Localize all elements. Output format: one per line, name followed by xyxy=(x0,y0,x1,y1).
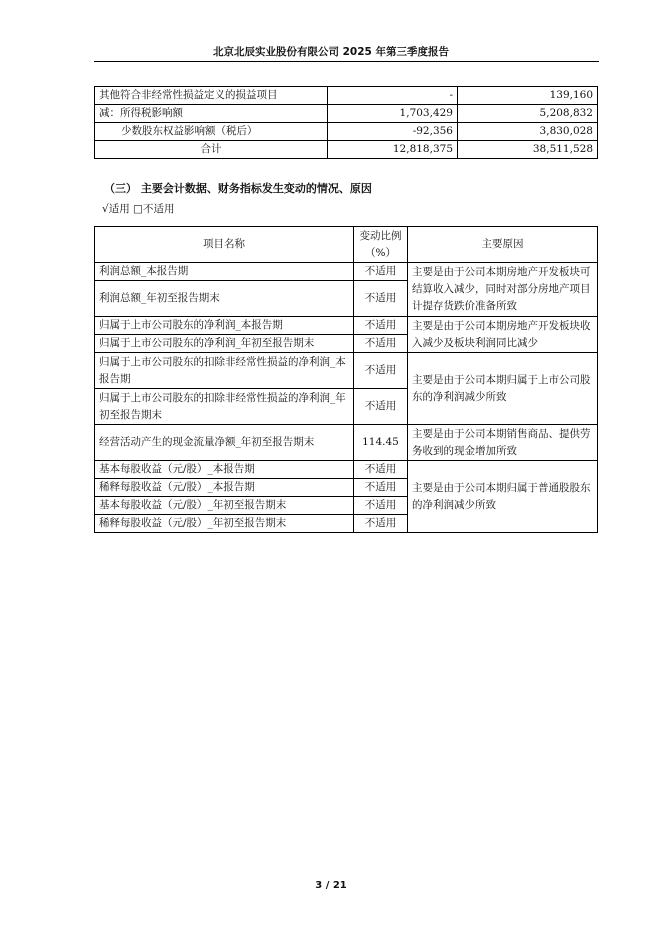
table-row xyxy=(95,263,598,281)
table-row xyxy=(95,87,598,105)
reason: 主要是由于公司本期房地产开发板块可结算收入减少，同时对部分房地产项目计提存货跌价准备所致 xyxy=(408,263,598,317)
change-ratio: 不适用 xyxy=(354,317,408,335)
change-ratio: 不适用 xyxy=(354,335,408,353)
item-name: 利润总额_年初至报告期末 xyxy=(95,281,354,317)
header-reason: 主要原因 xyxy=(408,227,598,263)
indicator-changes-table xyxy=(94,226,598,533)
not-applicable-mark: □不适用 xyxy=(133,203,175,215)
change-ratio: 不适用 xyxy=(354,389,408,425)
item-name: 基本每股收益（元/股）_本报告期 xyxy=(95,461,354,479)
current-period-value: -92,356 xyxy=(328,123,458,141)
table-row xyxy=(95,425,598,461)
item-name: 归属于上市公司股东的扣除非经常性损益的净利润_年初至报告期末 xyxy=(95,389,354,425)
change-ratio: 不适用 xyxy=(354,263,408,281)
change-ratio: 114.45 xyxy=(354,425,408,461)
current-period-value: 1,703,429 xyxy=(328,105,458,123)
change-ratio: 不适用 xyxy=(354,353,408,389)
row-label: 合计 xyxy=(95,141,328,159)
row-label: 少数股东权益影响额（税后） xyxy=(95,123,328,141)
reason: 主要是由于公司本期销售商品、提供劳务收到的现金增加所致 xyxy=(408,425,598,461)
ytd-value: 139,160 xyxy=(458,87,598,105)
page-number: 3 / 21 xyxy=(315,880,347,891)
header-divider xyxy=(94,61,599,62)
current-period-value: - xyxy=(328,87,458,105)
applicable-mark: √适用 xyxy=(102,203,130,215)
item-name: 利润总额_本报告期 xyxy=(95,263,354,281)
item-name: 经营活动产生的现金流量净额_年初至报告期末 xyxy=(95,425,354,461)
table-row xyxy=(95,317,598,335)
applicability-line xyxy=(102,201,174,216)
item-name: 归属于上市公司股东的扣除非经常性损益的净利润_本报告期 xyxy=(95,353,354,389)
item-name: 归属于上市公司股东的净利润_年初至报告期末 xyxy=(95,335,354,353)
row-label: 其他符合非经常性损益定义的损益项目 xyxy=(95,87,328,105)
change-ratio: 不适用 xyxy=(354,497,408,515)
reason: 主要是由于公司本期房地产开发板块收入减少及板块利润同比减少 xyxy=(408,317,598,353)
current-period-value: 12,818,375 xyxy=(328,141,458,159)
reason: 主要是由于公司本期归属于普通股股东的净利润减少所致 xyxy=(408,461,598,533)
header-item: 项目名称 xyxy=(95,227,354,263)
table-row xyxy=(95,461,598,479)
change-ratio: 不适用 xyxy=(354,479,408,497)
section-title: （三） 主要会计数据、财务指标发生变动的情况、原因 xyxy=(104,182,372,195)
row-label: 减：所得税影响额 xyxy=(95,105,328,123)
item-name: 归属于上市公司股东的净利润_本报告期 xyxy=(95,317,354,335)
reason: 主要是由于公司本期归属于上市公司股东的净利润减少所致 xyxy=(408,353,598,425)
table-row xyxy=(95,353,598,389)
change-ratio: 不适用 xyxy=(354,461,408,479)
ytd-value: 5,208,832 xyxy=(458,105,598,123)
item-name: 基本每股收益（元/股）_年初至报告期末 xyxy=(95,497,354,515)
item-name: 稀释每股收益（元/股）_年初至报告期末 xyxy=(95,515,354,533)
ytd-value: 3,830,028 xyxy=(458,123,598,141)
ytd-value: 38,511,528 xyxy=(458,141,598,159)
report-header-title: 北京北辰实业股份有限公司 2025 年第三季度报告 xyxy=(212,46,450,58)
table-row xyxy=(95,105,598,123)
change-ratio: 不适用 xyxy=(354,515,408,533)
table-header-row xyxy=(95,227,598,263)
non-recurring-items-table xyxy=(94,86,598,159)
item-name: 稀释每股收益（元/股）_本报告期 xyxy=(95,479,354,497)
table-row-total xyxy=(95,141,598,159)
change-ratio: 不适用 xyxy=(354,281,408,317)
table-row xyxy=(95,123,598,141)
header-ratio: 变动比例（%） xyxy=(354,227,408,263)
